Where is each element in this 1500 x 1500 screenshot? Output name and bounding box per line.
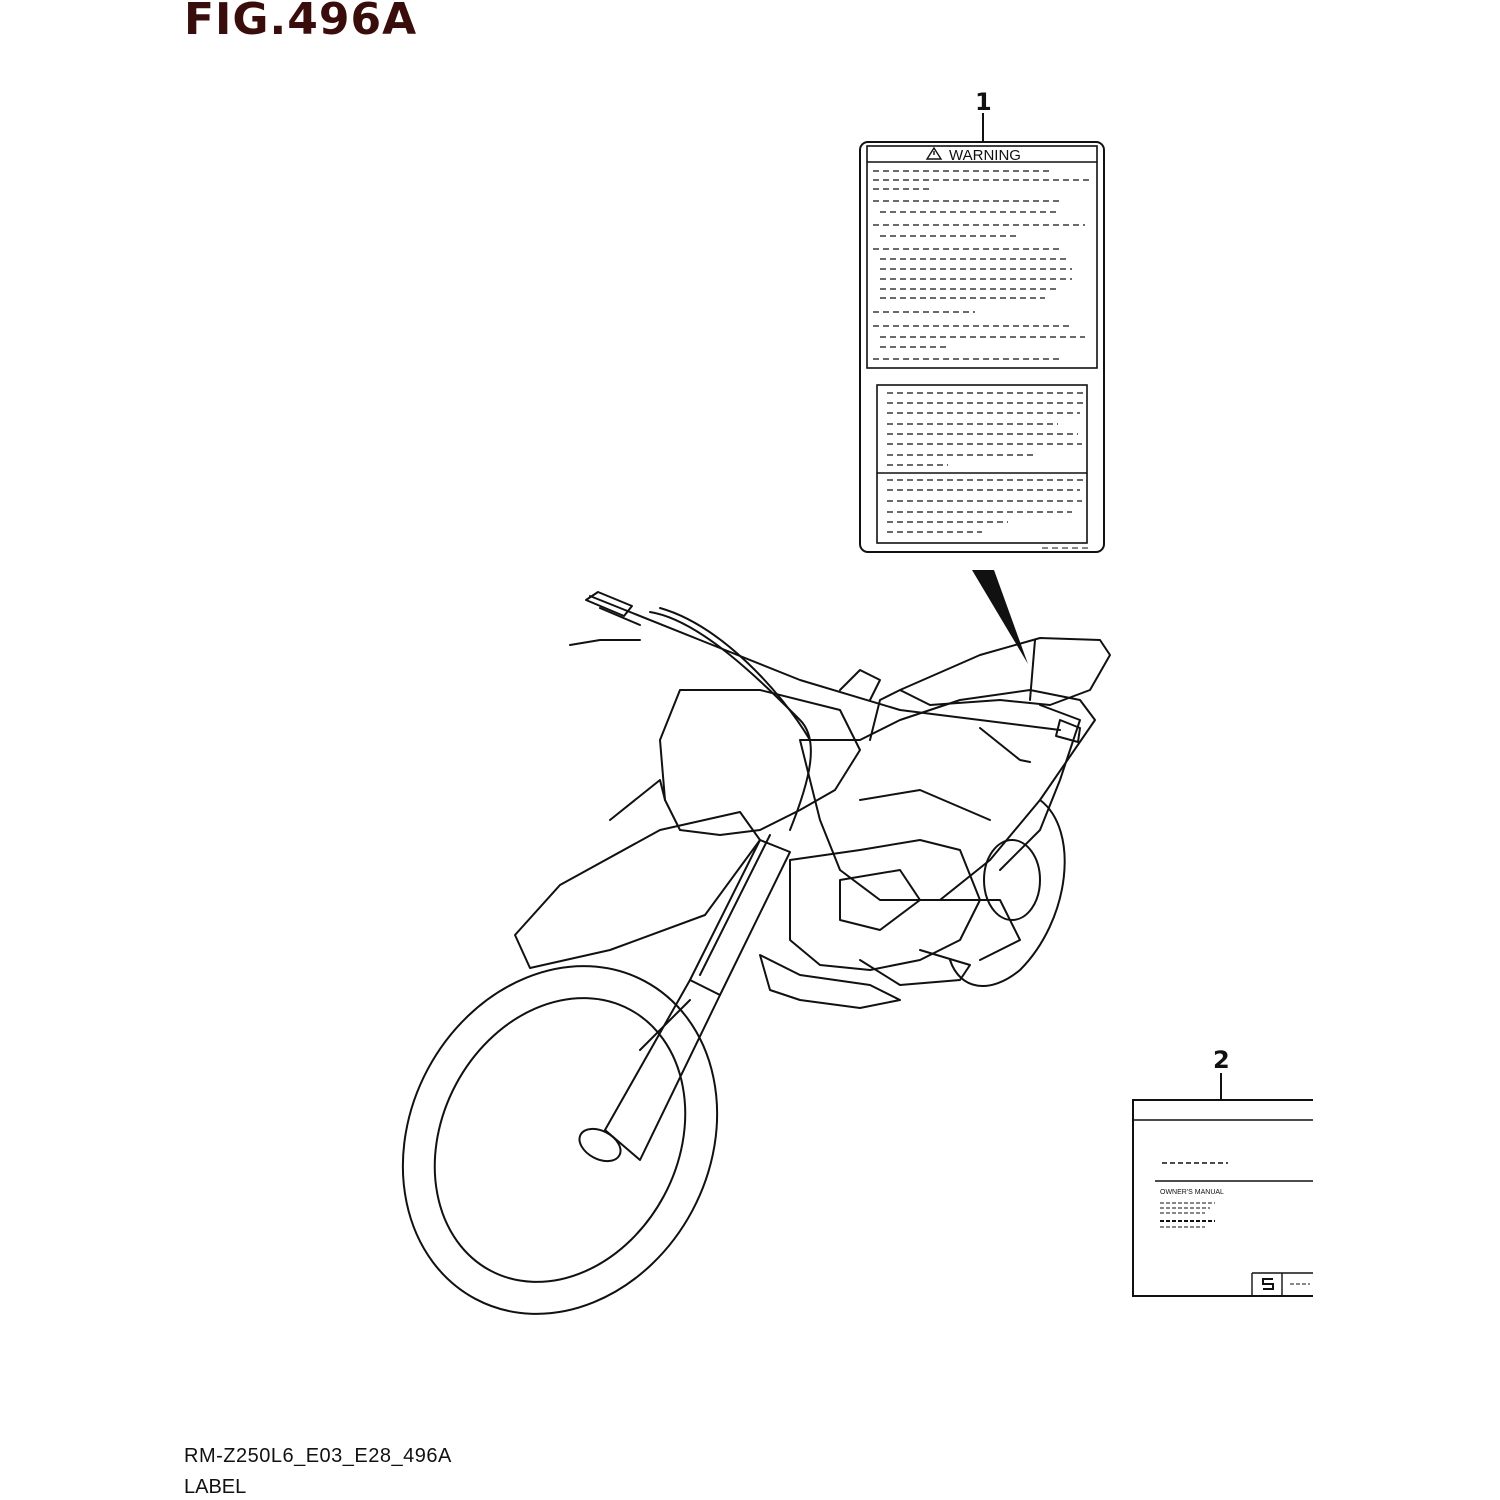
callout-number-1: 1	[975, 88, 992, 116]
manual-title: OWNER'S MANUAL	[1160, 1189, 1224, 1196]
warning-triangle-icon	[927, 148, 941, 159]
callout-number-2: 2	[1213, 1046, 1230, 1074]
figure-title: FIG.496A	[184, 0, 418, 45]
warning-heading: WARNING	[949, 147, 1021, 164]
diagram-code: RM-Z250L6_E03_E28_496A	[184, 1445, 452, 1467]
suzuki-s-logo-icon	[1263, 1279, 1273, 1289]
section-label: LABEL	[184, 1476, 247, 1498]
warning-label-part[interactable]	[860, 142, 1104, 552]
owners-manual-part[interactable]	[1133, 1100, 1313, 1296]
motorcycle-drawing	[343, 592, 1110, 1369]
